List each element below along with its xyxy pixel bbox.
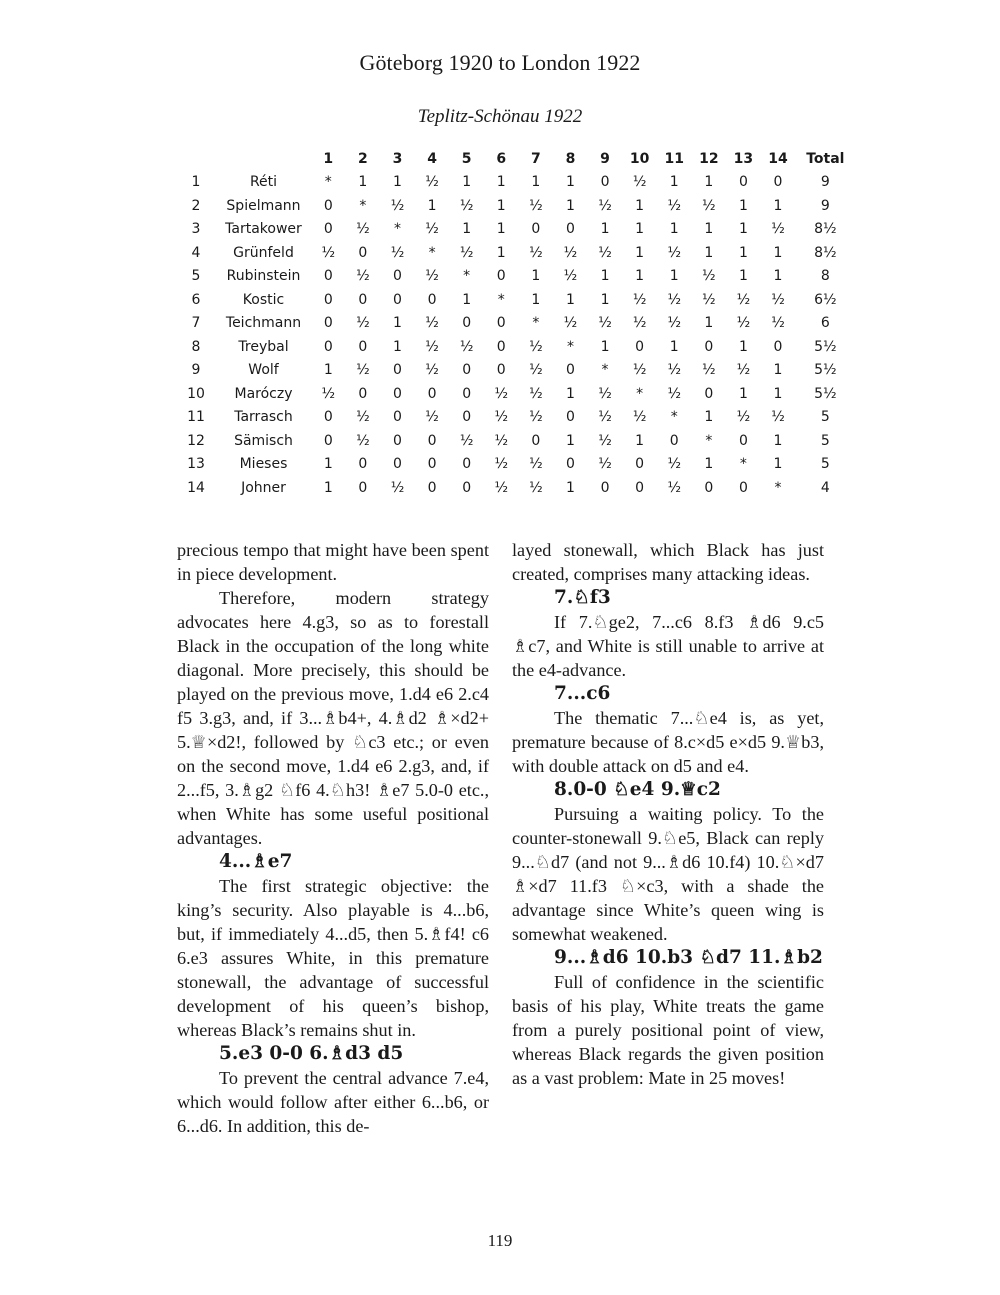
score-cell: 0 [773, 174, 783, 191]
player-total: 4 [820, 479, 830, 496]
score-cell: ½ [563, 315, 578, 332]
score-cell: 0 [531, 432, 541, 449]
score-cell: ½ [736, 291, 751, 308]
crosstable-row [176, 218, 855, 242]
score-cell: 0 [565, 221, 575, 238]
score-cell: 1 [704, 221, 714, 238]
commentary-paragraph: The first strategic objective: the king’s security. Also playable is 4...b6, but, if immediately 4...d5, then 5.♗f4! c6 6.e3 assures White, in this premature stonewall, the advantage of successful development of his queen’s bishop, whereas Black’s remains shut in. [177, 876, 489, 1040]
score-cell: * [359, 197, 367, 214]
score-cell: 0 [358, 291, 368, 308]
score-cell: ½ [702, 197, 716, 214]
player-name: Sämisch [234, 432, 293, 449]
score-cell: 0 [704, 479, 714, 496]
score-cell: ½ [425, 362, 439, 379]
score-cell: 1 [496, 244, 506, 261]
score-cell: 0 [427, 385, 437, 402]
score-cell: 0 [635, 338, 645, 355]
player-rank: 11 [187, 409, 205, 426]
score-cell: 1 [600, 221, 610, 238]
player-name: Johner [241, 479, 286, 496]
score-cell: 1 [531, 174, 541, 191]
score-cell: 1 [773, 268, 783, 285]
score-cell: ½ [494, 479, 509, 496]
score-cell: 1 [773, 432, 783, 449]
column-header: 4 [427, 150, 437, 167]
player-name: Tarrasch [234, 409, 293, 426]
score-cell: 0 [600, 174, 610, 191]
player-total: 5½ [814, 362, 837, 379]
score-cell: 1 [704, 456, 714, 473]
score-cell: ½ [702, 268, 716, 285]
score-cell: 1 [462, 174, 472, 191]
player-rank: 4 [191, 244, 201, 261]
column-header: 5 [461, 150, 472, 167]
score-cell: ½ [356, 268, 370, 285]
player-name: Spielmann [226, 197, 301, 214]
crosstable-row [176, 265, 855, 289]
crosstable-row [176, 382, 855, 406]
column-header: 14 [768, 150, 788, 167]
score-cell: 1 [393, 338, 402, 355]
commentary-paragraph: To prevent the central advance 7.e4, which would follow after either 6...b6, or 6...d6. In addition, this de- [177, 1068, 489, 1136]
score-cell: ½ [390, 479, 405, 496]
score-cell: 0 [635, 456, 645, 473]
tournament-crosstable [176, 147, 855, 500]
score-cell: ½ [563, 244, 578, 261]
score-cell: ½ [425, 338, 439, 355]
score-cell: 0 [393, 362, 402, 379]
column-header: 2 [358, 150, 368, 167]
commentary-paragraph: Pursuing a waiting policy. To the counter-stonewall 9.♘e5, Black can reply 9...♘d7 (and not 9...♗d6 10.f4) 10.♘×d7 ♗×d7 11.f3 ♘×c3, with a shade the advantage since White’s queen wing is somewhat weakened. [512, 804, 824, 944]
score-cell: ½ [736, 315, 751, 332]
score-cell: ½ [321, 244, 336, 261]
score-cell: ½ [529, 338, 543, 355]
score-cell: ½ [667, 291, 682, 308]
score-cell: 1 [496, 221, 506, 238]
score-cell: 1 [635, 197, 645, 214]
right-text-column [512, 538, 824, 1090]
score-cell: 0 [323, 338, 333, 355]
header-corner-name [216, 147, 311, 171]
player-total: 5 [820, 456, 830, 473]
score-cell: 0 [738, 174, 748, 191]
player-rank: 2 [191, 197, 201, 214]
score-cell: 0 [393, 432, 402, 449]
crosstable-row [176, 453, 855, 477]
player-rank: 10 [187, 385, 205, 402]
score-cell: ½ [459, 244, 474, 261]
score-cell: ½ [598, 432, 612, 449]
score-cell: 1 [496, 174, 506, 191]
score-cell: ½ [356, 315, 370, 332]
score-cell: ½ [529, 244, 543, 261]
score-cell: 0 [393, 409, 402, 426]
player-total: 8½ [814, 221, 837, 238]
commentary-paragraph: precious tempo that might have been spent in piece development. [177, 540, 489, 584]
score-cell: 0 [393, 456, 402, 473]
score-cell: 1 [704, 315, 714, 332]
score-cell: 1 [669, 338, 679, 355]
score-cell: ½ [529, 362, 543, 379]
player-rank: 12 [187, 432, 205, 449]
score-cell: * [324, 174, 332, 191]
score-cell: ½ [321, 385, 336, 402]
column-header: 13 [733, 150, 754, 167]
score-cell: 1 [635, 268, 645, 285]
score-cell: ½ [667, 362, 682, 379]
score-cell: 0 [600, 479, 610, 496]
score-cell: ½ [667, 315, 682, 332]
score-cell: ½ [632, 362, 647, 379]
score-cell: ½ [771, 315, 785, 332]
score-cell: 0 [704, 385, 714, 402]
move-heading: 8.0-0 ♘e4 9.♕c2 [554, 779, 721, 800]
move-heading: 4...♗e7 [219, 851, 293, 872]
score-cell: ½ [771, 291, 785, 308]
score-cell: ½ [563, 268, 578, 285]
crosstable-header-row [176, 147, 855, 171]
column-header: 10 [629, 150, 650, 167]
score-cell: 0 [393, 385, 402, 402]
score-cell: 1 [773, 362, 783, 379]
score-cell: 1 [635, 244, 645, 261]
score-cell: 1 [565, 291, 575, 308]
score-cell: 1 [738, 268, 748, 285]
commentary-paragraph: If 7.♘ge2, 7...c6 8.f3 ♗d6 9.c5 ♗c7, and White is still unable to arrive at the e4-advance. [512, 612, 824, 680]
score-cell: ½ [632, 174, 647, 191]
score-cell: * [532, 315, 540, 332]
score-cell: 0 [565, 362, 575, 379]
score-cell: 0 [462, 479, 472, 496]
crosstable-row [176, 335, 855, 359]
score-cell: 0 [323, 197, 333, 214]
column-header: 3 [392, 150, 403, 167]
score-cell: 0 [427, 432, 437, 449]
score-cell: ½ [459, 338, 474, 355]
player-rank: 3 [191, 221, 201, 238]
score-cell: 1 [635, 221, 645, 238]
score-cell: ½ [356, 432, 370, 449]
crosstable-row [176, 171, 855, 195]
player-rank: 5 [191, 268, 201, 285]
crosstable-row [176, 312, 855, 336]
commentary-paragraph: The thematic 7...♘e4 is, as yet, premature because of 8.c×d5 e×d5 9.♕b3, with double attack on d5 and e4. [512, 708, 824, 776]
player-name: Tartakower [225, 221, 302, 238]
score-cell: 1 [600, 338, 610, 355]
score-cell: 0 [496, 362, 506, 379]
header-corner-rank [176, 147, 216, 171]
score-cell: ½ [667, 385, 682, 402]
player-total: 9 [820, 174, 830, 191]
score-cell: ½ [632, 291, 647, 308]
column-header: 1 [323, 150, 334, 167]
crosstable-row [176, 241, 855, 265]
score-cell: 0 [358, 456, 368, 473]
commentary-paragraph: Full of confidence in the scientific basis of his play, White treats the game from a purely positional point of view, whereas Black regards the given position as a vast problem: Mate in 25 moves! [512, 972, 824, 1088]
score-cell: 1 [738, 221, 748, 238]
score-cell: ½ [529, 385, 543, 402]
score-cell: ½ [494, 432, 509, 449]
score-cell: ½ [494, 385, 509, 402]
crosstable-row [176, 288, 855, 312]
score-cell: ½ [529, 456, 543, 473]
score-cell: ½ [494, 409, 509, 426]
player-name: Teichmann [225, 315, 302, 332]
move-heading: 5.e3 0-0 6.♗d3 d5 [219, 1043, 404, 1064]
score-cell: 1 [565, 197, 575, 214]
score-cell: 1 [531, 268, 541, 285]
score-cell: 1 [323, 456, 333, 473]
score-cell: 0 [323, 409, 333, 426]
score-cell: 1 [773, 456, 783, 473]
score-cell: 1 [738, 244, 748, 261]
score-cell: 0 [427, 291, 437, 308]
score-cell: ½ [702, 291, 716, 308]
score-cell: ½ [425, 315, 439, 332]
score-cell: 1 [393, 174, 402, 191]
score-cell: 0 [531, 221, 541, 238]
score-cell: * [497, 291, 505, 308]
score-cell: 1 [704, 409, 714, 426]
score-cell: 1 [496, 197, 506, 214]
player-total: 9 [820, 197, 830, 214]
score-cell: ½ [529, 197, 543, 214]
score-cell: 1 [531, 291, 541, 308]
score-cell: 1 [565, 479, 575, 496]
score-cell: 1 [773, 197, 783, 214]
score-cell: 0 [393, 268, 402, 285]
player-total: 5½ [814, 385, 837, 402]
column-header: 8 [565, 150, 576, 167]
player-rank: 14 [187, 479, 205, 496]
score-cell: 1 [635, 432, 645, 449]
score-cell: 0 [462, 409, 472, 426]
score-cell: 1 [738, 197, 748, 214]
score-cell: ½ [390, 244, 405, 261]
score-cell: 1 [600, 268, 610, 285]
score-cell: ½ [632, 315, 647, 332]
player-total: 5½ [814, 338, 837, 355]
score-cell: 0 [358, 244, 368, 261]
score-cell: 1 [323, 362, 333, 379]
player-rank: 1 [191, 174, 201, 191]
player-total: 8 [820, 268, 830, 285]
score-cell: 1 [738, 338, 748, 355]
crosstable-row [176, 476, 855, 500]
score-cell: ½ [494, 456, 509, 473]
score-cell: 1 [600, 291, 610, 308]
score-cell: ½ [425, 174, 439, 191]
crosstable-row [176, 406, 855, 430]
score-cell: ½ [425, 268, 439, 285]
player-name: Kostic [242, 291, 285, 308]
left-text-column [177, 538, 489, 1138]
score-cell: 0 [323, 315, 333, 332]
score-cell: ½ [356, 409, 370, 426]
score-cell: ½ [459, 197, 474, 214]
score-cell: 0 [496, 338, 506, 355]
crosstable-row [176, 194, 855, 218]
score-cell: 1 [323, 479, 333, 496]
score-cell: 1 [704, 174, 714, 191]
score-cell: ½ [425, 409, 439, 426]
score-cell: 1 [565, 432, 575, 449]
player-name: Rubinstein [226, 268, 301, 285]
column-header: 11 [664, 150, 684, 167]
crosstable-row [176, 359, 855, 383]
column-header: 9 [600, 150, 610, 167]
score-cell: 0 [358, 479, 368, 496]
score-cell: 0 [323, 268, 333, 285]
table-title: Teplitz-Schönau 1922 [417, 106, 583, 127]
score-cell: ½ [667, 456, 682, 473]
player-name: Treybal [238, 338, 289, 355]
score-cell: 0 [358, 385, 368, 402]
score-cell: 0 [323, 291, 333, 308]
player-rank: 9 [191, 362, 201, 379]
running-head: Göteborg 1920 to London 1922 [359, 50, 641, 75]
score-cell: 0 [704, 338, 714, 355]
score-cell: 0 [393, 291, 402, 308]
player-rank: 6 [191, 291, 201, 308]
score-cell: * [463, 268, 471, 285]
score-cell: * [705, 432, 713, 449]
score-cell: ½ [598, 409, 612, 426]
score-cell: * [636, 385, 644, 402]
column-header: 6 [496, 150, 507, 167]
score-cell: 1 [669, 221, 679, 238]
score-cell: 1 [393, 315, 402, 332]
score-cell: ½ [771, 221, 785, 238]
score-cell: ½ [459, 432, 474, 449]
score-cell: ½ [598, 315, 612, 332]
score-cell: * [393, 221, 401, 238]
score-cell: 1 [773, 244, 783, 261]
score-cell: 1 [462, 291, 472, 308]
score-cell: 0 [462, 385, 472, 402]
score-cell: ½ [632, 409, 647, 426]
score-cell: ½ [771, 409, 785, 426]
player-total: 6½ [814, 291, 837, 308]
score-cell: 1 [462, 221, 472, 238]
score-cell: * [566, 338, 574, 355]
player-name: Maróczy [234, 385, 293, 402]
score-cell: ½ [736, 362, 751, 379]
score-cell: * [601, 362, 609, 379]
score-cell: * [670, 409, 678, 426]
column-header: 7 [530, 150, 541, 167]
score-cell: ½ [529, 479, 543, 496]
score-cell: ½ [390, 197, 405, 214]
score-cell: 1 [704, 244, 714, 261]
score-cell: ½ [425, 221, 439, 238]
score-cell: 0 [427, 456, 437, 473]
column-header-total: Total [806, 150, 845, 167]
player-total: 5 [820, 432, 830, 449]
player-name: Grünfeld [233, 244, 294, 261]
score-cell: ½ [598, 244, 612, 261]
player-name: Réti [249, 174, 278, 191]
score-cell: 1 [669, 268, 679, 285]
column-header: 12 [699, 150, 719, 167]
score-cell: 0 [738, 432, 748, 449]
score-cell: ½ [598, 456, 612, 473]
score-cell: 0 [669, 432, 679, 449]
score-cell: ½ [667, 197, 682, 214]
score-cell: ½ [598, 385, 612, 402]
commentary-paragraph: layed stonewall, which Black has just created, comprises many attacking ideas. [512, 540, 824, 584]
score-cell: 0 [738, 479, 748, 496]
score-cell: 0 [323, 432, 333, 449]
score-cell: ½ [598, 197, 612, 214]
player-rank: 8 [191, 338, 201, 355]
score-cell: 0 [496, 315, 506, 332]
score-cell: ½ [356, 362, 370, 379]
page-number: 119 [487, 1231, 513, 1250]
player-total: 5 [820, 409, 830, 426]
score-cell: ½ [356, 221, 370, 238]
move-heading: 7...c6 [554, 683, 611, 704]
score-cell: ½ [702, 362, 716, 379]
score-cell: 0 [358, 338, 368, 355]
score-cell: ½ [736, 409, 751, 426]
score-cell: ½ [667, 244, 682, 261]
score-cell: 0 [462, 456, 472, 473]
player-total: 8½ [814, 244, 837, 261]
score-cell: * [428, 244, 436, 261]
player-name: Mieses [239, 456, 288, 473]
crosstable-body [176, 171, 855, 500]
score-cell: 0 [462, 315, 472, 332]
commentary-paragraph: Therefore, modern strategy advocates here 4.g3, so as to forestall Black in the occupation of the long white diagonal. More precisely, this should be played on the previous move, 1.d4 e6 2.c4 f5 3.g3, and, if 3...♗b4+, 4.♗d2 ♗×d2+ 5.♕×d2!, followed by ♘c3 etc.; or even on the second move, 1.d4 e6 2.g3, and, if 2...f5, 3.♗g2 ♘f6 4.♘h3! ♗e7 5.0-0 etc., when White has some useful positional advantages. [177, 588, 489, 848]
score-cell: 1 [669, 174, 679, 191]
move-heading: 9...♗d6 10.b3 ♘d7 11.♗b2 [554, 947, 823, 968]
crosstable-header [176, 147, 855, 171]
score-cell: 0 [565, 409, 575, 426]
score-cell: 0 [462, 362, 472, 379]
score-cell: 1 [773, 385, 783, 402]
player-rank: 13 [187, 456, 205, 473]
score-cell: 0 [427, 479, 437, 496]
crosstable-row [176, 429, 855, 453]
score-cell: 0 [565, 456, 575, 473]
move-heading: 7.♘f3 [554, 587, 611, 608]
score-cell: 1 [565, 385, 575, 402]
score-cell: 1 [427, 197, 437, 214]
score-cell: 1 [358, 174, 368, 191]
score-cell: ½ [529, 409, 543, 426]
score-cell: * [774, 479, 782, 496]
score-cell: 1 [738, 385, 748, 402]
score-cell: 0 [496, 268, 506, 285]
player-rank: 7 [191, 315, 201, 332]
score-cell: 0 [323, 221, 333, 238]
score-cell: 1 [565, 174, 575, 191]
score-cell: * [739, 456, 747, 473]
score-cell: 0 [773, 338, 783, 355]
player-name: Wolf [248, 362, 279, 379]
score-cell: ½ [667, 479, 682, 496]
score-cell: 0 [635, 479, 645, 496]
player-total: 6 [820, 315, 830, 332]
